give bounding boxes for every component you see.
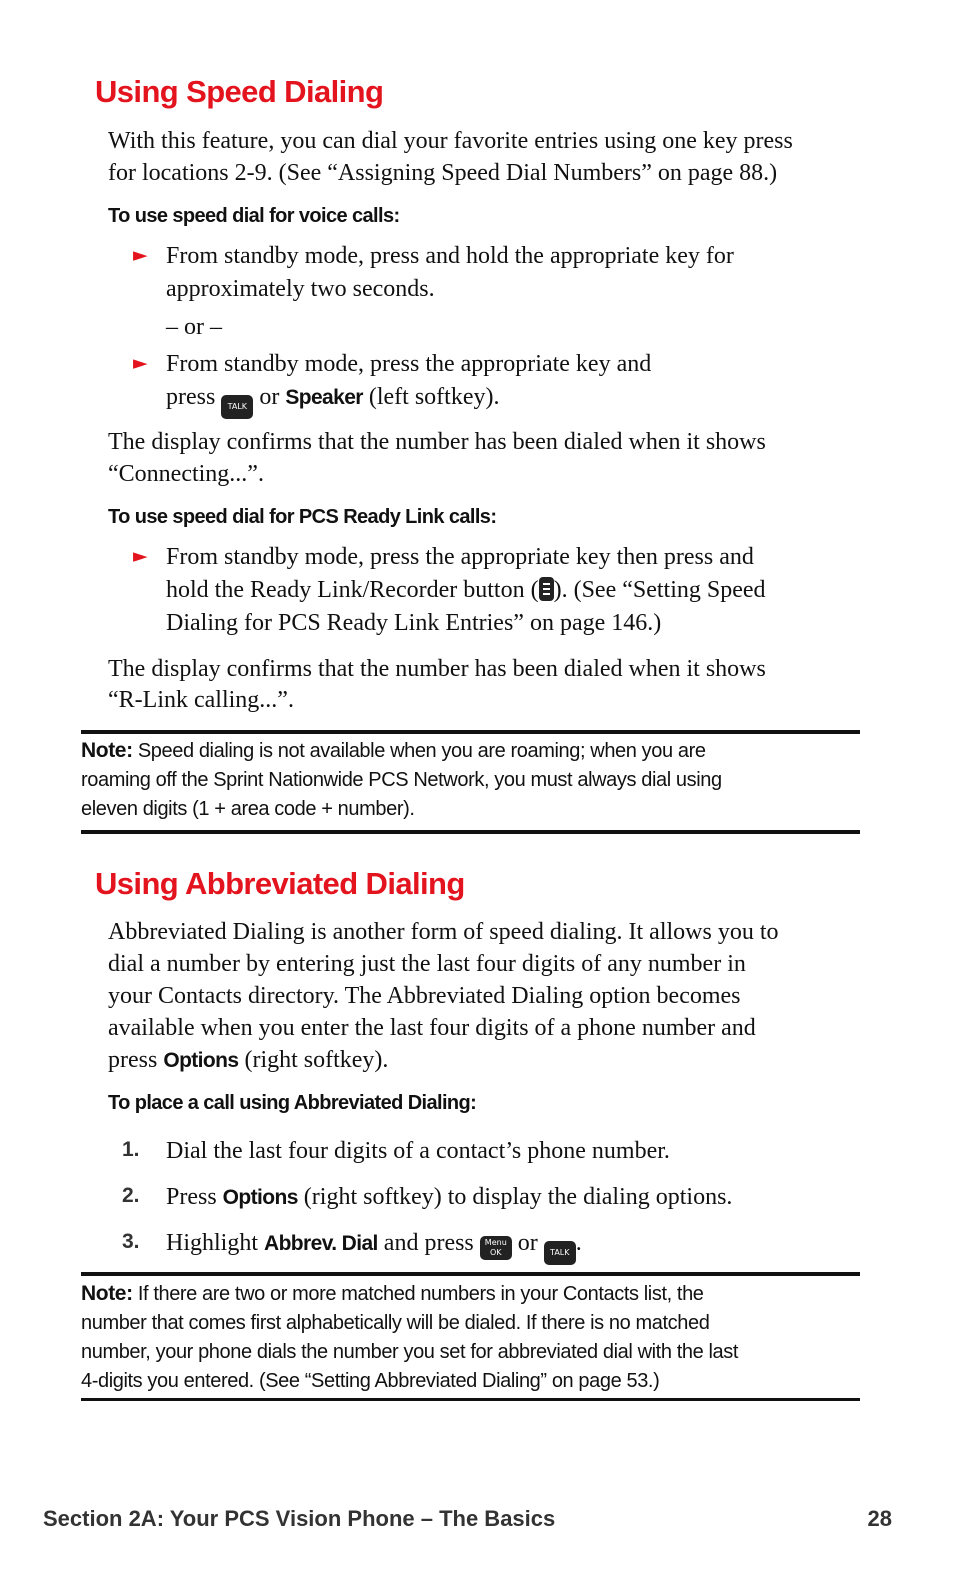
press-text: press (108, 1047, 158, 1073)
menu-key-top-label: Menu (484, 1238, 507, 1247)
step-2-post: (right softkey) to display the dialing options. (303, 1184, 733, 1210)
step-number: 1. (122, 1138, 140, 1161)
note-2-line-1 (81, 1279, 860, 1309)
bullet-1-line-2: approximately two seconds. (166, 276, 435, 302)
step-2-pre: Press (166, 1184, 217, 1210)
note-bottom-rule (81, 830, 860, 834)
note-2 (81, 1279, 860, 1396)
or-text: or (259, 384, 280, 410)
note-top-rule (81, 1272, 860, 1276)
talk-key-icon: TALK (544, 1241, 576, 1265)
section-title-speed-dialing: Using Speed Dialing (95, 74, 384, 109)
right-softkey-text: (right softkey). (244, 1047, 389, 1073)
bullet-3-text-b: ). (See “Setting Speed (553, 577, 766, 603)
voice-calls-heading: To use speed dial for voice calls: (108, 205, 400, 227)
talk-key-icon: TALK (221, 395, 253, 419)
step-3-text (166, 1227, 582, 1265)
note-1 (81, 736, 860, 824)
abbrev-dial-keyword: Abbrev. Dial (264, 1232, 378, 1255)
step-3-mid: and press (383, 1230, 474, 1256)
bullet-2-line-1: From standby mode, press the appropriate key and (166, 351, 652, 377)
press-text: press (166, 384, 216, 410)
abbrev-para-line-3: your Contacts directory. The Abbreviated Dialing option becomes (108, 983, 741, 1009)
note-bottom-rule (81, 1398, 860, 1401)
or-separator: – or – (166, 314, 222, 340)
speaker-keyword: Speaker (285, 386, 363, 409)
abbrev-para-line-4: available when you enter the last four digits of a phone number and (108, 1015, 756, 1041)
bullet-triangle-icon: ► (133, 352, 148, 374)
note-1-line-2: roaming off the Sprint Nationwide PCS Network, you must always dial using (81, 769, 722, 791)
step-2-text (166, 1181, 732, 1214)
step-number: 3. (122, 1230, 140, 1253)
intro-line-2: for locations 2-9. (See “Assigning Speed Dial Numbers” on page 88.) (108, 160, 778, 186)
bullet-1-line-1: From standby mode, press and hold the appropriate key for (166, 243, 734, 269)
abbrev-steps-heading: To place a call using Abbreviated Dialing: (108, 1092, 477, 1114)
ready-link-heading: To use speed dial for PCS Ready Link calls: (108, 506, 497, 528)
options-keyword: Options (163, 1049, 239, 1072)
note-1-text-1: Speed dialing is not available when you are roaming; when you are (137, 740, 706, 762)
note-label: Note: (81, 739, 133, 762)
confirm-2-line-1: The display confirms that the number has been dialed when it shows (108, 656, 766, 682)
options-keyword: Options (222, 1186, 298, 1209)
ready-link-button-icon (539, 577, 554, 601)
step-number: 2. (122, 1184, 140, 1207)
note-2-line-3: number, your phone dials the number you set for abbreviated dial with the last (81, 1341, 738, 1363)
footer-section-title: Section 2A: Your PCS Vision Phone – The Basics (43, 1506, 556, 1531)
note-2-text-1: If there are two or more matched numbers in your Contacts list, the (137, 1283, 704, 1305)
note-2-line-4: 4-digits you entered. (See “Setting Abbreviated Dialing” on page 53.) (81, 1370, 660, 1392)
bullet-triangle-icon: ► (133, 545, 148, 567)
confirm-1-line-1: The display confirms that the number has been dialed when it shows (108, 429, 766, 455)
page-number: 28 (867, 1506, 892, 1531)
note-1-line-1 (81, 736, 860, 766)
abbrev-para-line-2: dial a number by entering just the last four digits of any number in (108, 951, 746, 977)
bullet-3-line-3: Dialing for PCS Ready Link Entries” on page 146.) (166, 610, 662, 636)
note-top-rule (81, 730, 860, 734)
or-text: or (517, 1230, 538, 1256)
note-2-line-2: number that comes first alphabetically will be dialed. If there is no matched (81, 1312, 710, 1334)
bullet-3-text-a: hold the Ready Link/Recorder button ( (166, 577, 539, 603)
abbrev-para-line-1: Abbreviated Dialing is another form of speed dialing. It allows you to (108, 919, 779, 945)
bullet-3-line-1: From standby mode, press the appropriate key then press and (166, 544, 754, 570)
bullet-triangle-icon: ► (133, 244, 148, 266)
section-title-abbreviated-dialing: Using Abbreviated Dialing (95, 866, 465, 901)
abbrev-para-line-5 (108, 1044, 388, 1077)
intro-line-1: With this feature, you can dial your favorite entries using one key press (108, 128, 793, 154)
left-softkey-text: (left softkey). (368, 384, 500, 410)
bullet-3-line-2 (166, 574, 766, 606)
menu-key-bottom-label: OK (490, 1248, 502, 1257)
step-3-end: . (575, 1230, 582, 1256)
step-3-pre: Highlight (166, 1230, 259, 1256)
note-label: Note: (81, 1282, 133, 1305)
confirm-1-line-2: “Connecting...”. (108, 461, 264, 487)
menu-ok-key-icon (480, 1236, 512, 1260)
step-1-text: Dial the last four digits of a contact’s phone number. (166, 1138, 670, 1164)
note-1-line-3: eleven digits (1 + area code + number). (81, 798, 415, 820)
confirm-2-line-2: “R-Link calling...”. (108, 687, 294, 713)
bullet-2-line-2 (166, 381, 499, 419)
